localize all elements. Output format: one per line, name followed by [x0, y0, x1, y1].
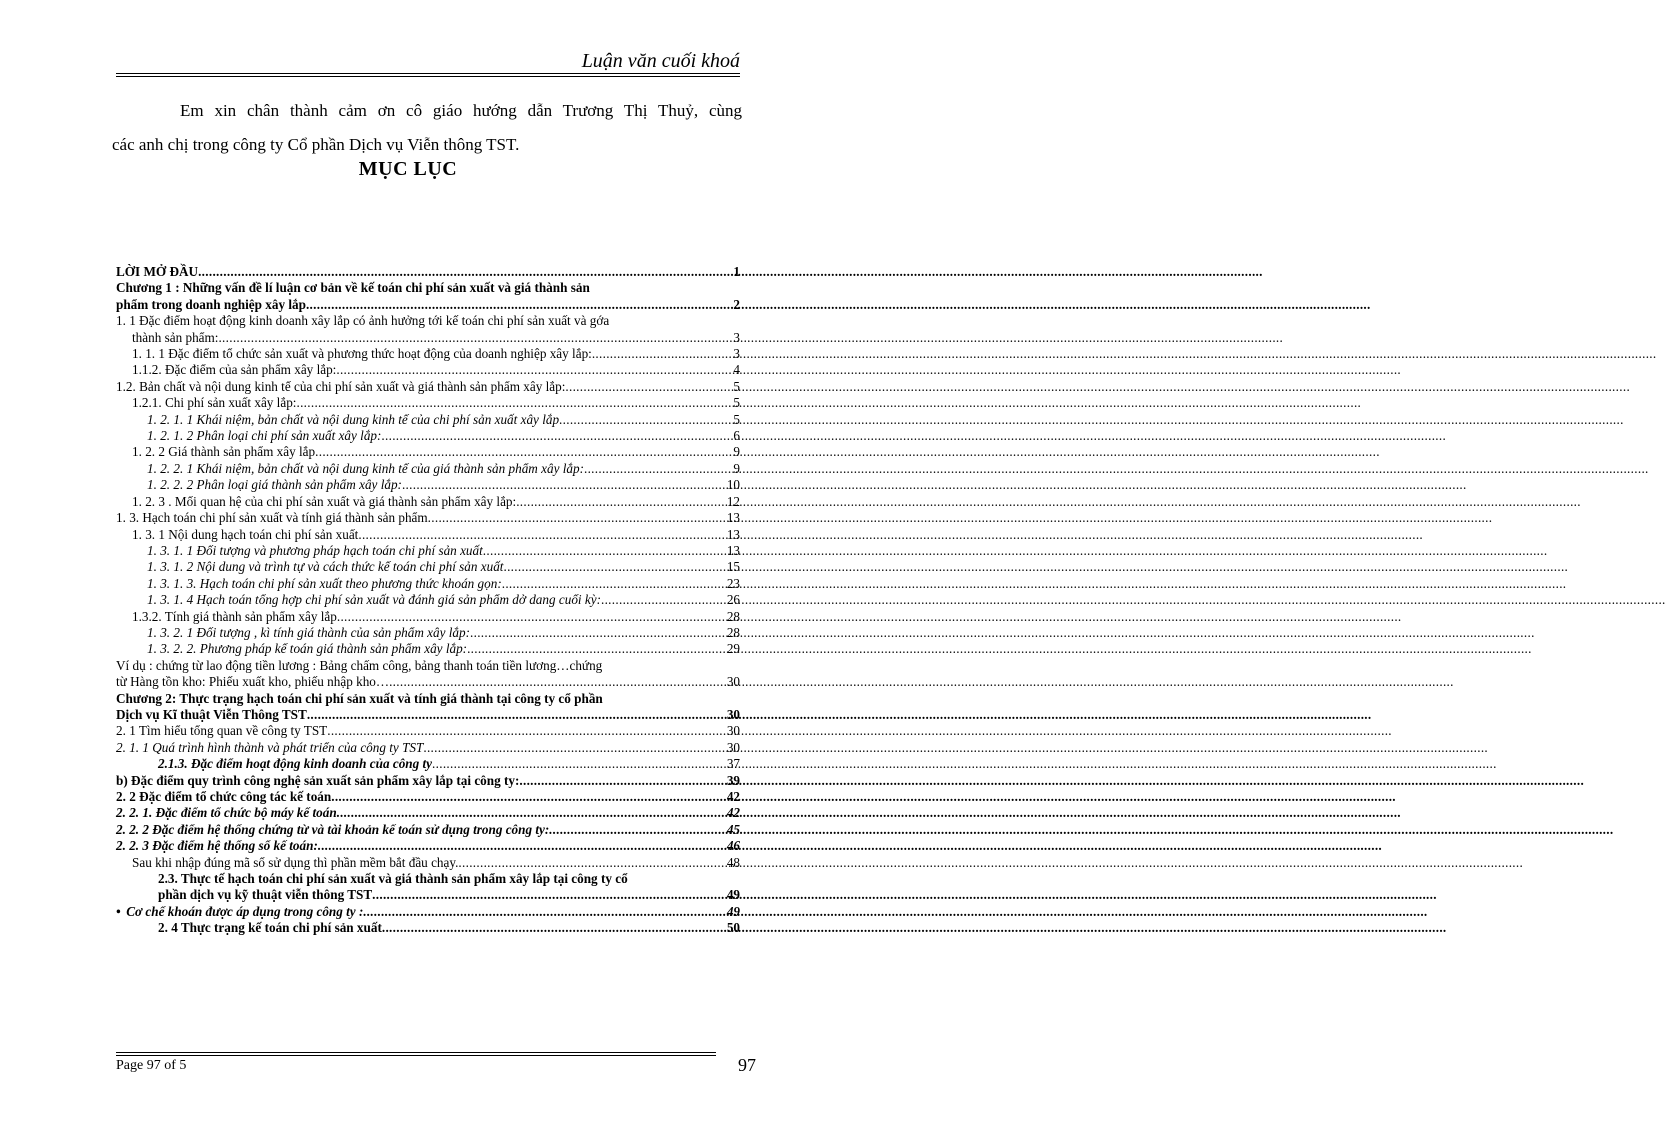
toc-entry-page: 10 [726, 477, 740, 493]
toc-entry-page: 30 [726, 674, 740, 690]
toc-entry-page: 42 [726, 789, 740, 804]
toc-entry-text: 1. 3. 1. 4 Hạch toán tổng hợp chi phí sản xuất và đánh giá sản phẩm dở dang cuối kỳ: [147, 592, 601, 608]
dot-leader [331, 789, 727, 805]
toc-entry-page: 5 [733, 395, 740, 411]
dot-leader [307, 707, 727, 723]
footer-rule-bottom [116, 1055, 716, 1056]
dot-leader [318, 838, 727, 854]
toc-entry-page: 6 [733, 428, 740, 444]
dot-leader [458, 855, 726, 871]
toc-entry-text: thành sản phẩm: [132, 329, 219, 345]
toc-entry[interactable] [116, 773, 740, 789]
dot-leader [358, 527, 726, 543]
dot-leader [584, 461, 733, 477]
toc-entry[interactable] [116, 313, 740, 346]
toc-entry[interactable] [116, 412, 740, 428]
dot-leader [428, 510, 727, 526]
dot-leader [389, 674, 727, 690]
toc-entry-text: phẩm trong doanh nghiệp xây lắp [116, 296, 306, 312]
toc-entry-text: 1. 3. 1. 2 Nội dung và trình tự và cách thức kế toán chi phí sản xuất [147, 559, 504, 575]
header-rule-bottom [116, 76, 740, 77]
toc-entry-text: phần dịch vụ kỹ thuật viễn thông TST [158, 887, 373, 903]
toc-entry-text: 1. 3. 2. 1 Đối tượng , kì tính giá thành của sản phẩm xây lắp: [147, 624, 471, 640]
toc-entry[interactable] [116, 609, 740, 625]
toc-entry-page: 5 [733, 411, 740, 427]
toc-entry[interactable] [116, 641, 740, 657]
toc-entry-page: 30 [726, 739, 740, 755]
toc-entry-page: 45 [726, 821, 740, 837]
toc-entry-text: 1. 2. 2 Giá thành sản phẩm xây lắp [132, 444, 316, 460]
dot-leader [519, 773, 726, 789]
header-title: Luận văn cuối khoá [581, 50, 740, 72]
toc-entry[interactable] [116, 494, 740, 510]
dot-leader [516, 494, 727, 510]
toc-entry-page: 28 [726, 608, 740, 624]
dot-leader [565, 379, 733, 395]
toc-entry[interactable] [116, 822, 740, 838]
toc-entry-text: 1.1.2. Đặc điểm của sản phẩm xây lắp: [132, 362, 337, 378]
toc-entry[interactable] [116, 280, 740, 313]
toc-entry[interactable] [116, 756, 740, 772]
dot-leader [218, 330, 733, 346]
toc-entry-text: 2. 2. 1. Đặc điểm tổ chức bộ máy kế toán [116, 805, 337, 821]
toc-entry-text: b) Đặc điểm quy trình công nghệ sản xuất sản phẩm xây lắp tại công ty: [116, 772, 520, 788]
toc-entry-page: 3 [733, 329, 740, 345]
acknowledgement [112, 94, 742, 162]
dot-leader [559, 412, 733, 428]
document-page [0, 0, 816, 1123]
toc-entry-page: 28 [726, 624, 740, 640]
toc-entry-text: 1. 1. 1 Đặc điểm tổ chức sản xuất và phương thức hoạt động của doanh nghiệp xây lắp: [132, 346, 592, 362]
toc-entry[interactable] [116, 510, 740, 526]
dot-leader [467, 641, 727, 657]
toc-entry-text: 1. 3. Hạch toán chi phí sản xuất và tính giá thành sản phẩm [116, 510, 428, 526]
dot-leader [372, 887, 727, 903]
acknowledgement-line-1: Em xin chân thành cảm ơn cô giáo hướng dẫn Trương Thị Thuỷ, cùng [180, 101, 742, 120]
dot-leader [306, 297, 733, 313]
toc-entry-page: 50 [726, 920, 740, 936]
toc-entry-page: 13 [726, 542, 740, 558]
toc-entry-page: 30 [726, 723, 740, 739]
toc-entry[interactable] [116, 527, 740, 543]
dot-leader [483, 543, 727, 559]
toc-entry-page: 5 [733, 378, 740, 394]
dot-leader [315, 444, 733, 460]
dot-leader [423, 740, 726, 756]
footer-rule-top [116, 1052, 716, 1053]
toc-entry-text-line1: Chương 1 : Những vấn đề lí luận cơ bản về kế toán chi phí sản xuất và giá thành sản [116, 280, 590, 296]
dot-leader [502, 576, 727, 592]
toc-entry-page: 13 [726, 526, 740, 542]
toc-entry[interactable] [116, 362, 740, 378]
dot-leader [327, 723, 727, 739]
toc-entry[interactable] [116, 395, 740, 411]
toc-entry[interactable] [116, 658, 740, 691]
toc-entry-page: 37 [726, 756, 740, 772]
toc-entry-text: 2. 1 Tìm hiểu tổng quan về công ty TST [116, 723, 328, 739]
toc-entry-text: 1. 2. 1. 1 Khái niệm, bản chất và nội dung kinh tế của chi phí sản xuất xây lắp [147, 411, 560, 427]
toc-entry[interactable] [116, 543, 740, 559]
toc-entry[interactable] [116, 461, 740, 477]
dot-leader [503, 559, 726, 575]
toc-entry-text: 1.2. Bản chất và nội dung kinh tế của chi phí sản xuất và giá thành sản phẩm xây lắp: [116, 378, 566, 394]
dot-leader [470, 625, 727, 641]
acknowledgement-line-2: các anh chị trong công ty Cổ phần Dịch vụ Viễn thông TST. [112, 135, 520, 154]
toc-entry-page: 4 [733, 362, 740, 378]
toc-entry-page: 29 [726, 641, 740, 657]
toc-entry-page: 46 [726, 838, 740, 854]
dot-leader [601, 592, 727, 608]
toc-entry[interactable] [116, 346, 740, 362]
toc-entry[interactable] [116, 871, 740, 904]
toc-entry-text: 1. 3. 1. 1 Đối tượng và phương pháp hạch toán chi phí sản xuất [147, 542, 483, 558]
toc-entry-text: 2. 1. 1 Quá trình hình thành và phát triển của công ty TST [116, 739, 424, 755]
toc-entry-text: 1. 3. 1. 3. Hạch toán chi phí sản xuất theo phương thức khoán gọn: [147, 575, 502, 591]
toc-entry-text: Cơ chế khoán được áp dụng trong công ty : [126, 903, 364, 919]
toc-entry-page: 49 [726, 903, 740, 919]
toc-entry-page: 13 [726, 510, 740, 526]
toc-entry[interactable] [116, 789, 740, 805]
toc-entry-text: 2. 2. 3 Đặc điểm hệ thống sổ kế toán: [116, 838, 318, 854]
toc-entry[interactable] [116, 723, 740, 739]
toc-entry[interactable] [116, 691, 740, 724]
dot-leader [337, 609, 727, 625]
toc-entry-page: 3 [733, 346, 740, 362]
toc-entry[interactable] [116, 904, 740, 920]
toc-entry[interactable] [116, 477, 740, 493]
toc-entry-text: Sau khi nhập đúng mã số sử dụng thì phần mềm bắt đầu chạy. [132, 854, 459, 870]
toc-entry-page: 48 [726, 854, 740, 870]
toc-entry-text: 2. 2 Đặc điểm tổ chức công tác kế toán [116, 789, 332, 804]
toc-entry-text: 1. 2. 3 . Mối quan hệ của chi phí sản xuất và giá thành sản phẩm xây lắp: [132, 493, 517, 509]
dot-leader [337, 805, 727, 821]
toc-entry-text-line1: 2.3. Thực tế hạch toán chi phí sản xuất và giá thành sản phẩm xây lắp tại công ty cổ [158, 871, 628, 887]
header-rule-top [116, 73, 740, 74]
toc-entry[interactable] [116, 428, 740, 444]
toc-entry-text: 2.1.3. Đặc điểm hoạt động kinh doanh của công ty [158, 756, 433, 772]
toc-entry[interactable] [116, 838, 740, 854]
toc-entry-page: 26 [726, 592, 740, 608]
toc-entry-page: 9 [733, 444, 740, 460]
footer-page-label: Page 97 of 5 [116, 1058, 187, 1073]
toc-entry[interactable] [116, 740, 740, 756]
bullet-icon: • [116, 903, 121, 919]
toc-entry-page: 15 [726, 559, 740, 575]
toc-entry-page: 12 [726, 493, 740, 509]
dot-leader [198, 264, 733, 280]
toc-entry-text: 1.2.1. Chi phí sản xuất xây lắp: [132, 395, 297, 411]
toc-entry-page: 39 [726, 772, 740, 788]
toc-entry[interactable] [116, 444, 740, 460]
toc-entry-text: LỜI MỞ ĐẦU [116, 264, 199, 279]
toc-entry[interactable] [116, 379, 740, 395]
toc-entry-text-line1: 1. 1 Đặc điểm hoạt động kinh doanh xây lắp có ảnh hưởng tới kế toán chi phí sản xuất và gớa [116, 313, 610, 329]
toc-entry-page: 42 [726, 805, 740, 821]
toc-entry-text-line1: Chương 2: Thực trạng hạch toán chi phí sản xuất và tính giá thành tại công ty cổ phần [116, 690, 603, 706]
toc-entry[interactable] [116, 855, 740, 871]
dot-leader [402, 477, 727, 493]
toc-entry-text: Dịch vụ Kĩ thuật Viễn Thông TST [116, 706, 307, 722]
dot-leader [363, 904, 726, 920]
toc-entry-text: 1. 2. 2. 2 Phân loại giá thành sản phẩm xây lắp: [147, 477, 402, 493]
toc-entry-text: 1. 2. 2. 1 Khái niệm, bản chất và nội dung kinh tế của giá thành sản phẩm xây lắp: [147, 460, 584, 476]
toc-entry-text: 1. 3. 2. 2. Phương pháp kế toán giá thành sản phẩm xây lắp: [147, 641, 468, 657]
toc-heading: MỤC LỤC [358, 158, 458, 180]
toc-entry-text: 1. 3. 1 Nội dung hạch toán chi phí sản xuất [132, 526, 359, 542]
dot-leader [381, 428, 733, 444]
toc-entry-page: 2 [733, 296, 740, 312]
toc-entry[interactable] [116, 920, 740, 936]
dot-leader [382, 920, 727, 936]
dot-leader [296, 395, 733, 411]
dot-leader [432, 756, 727, 772]
toc-entry-text: 2. 4 Thực trạng kế toán chi phí sản xuất [158, 920, 382, 936]
dot-leader [592, 346, 734, 362]
toc-entry[interactable] [116, 559, 740, 575]
toc-entry[interactable] [116, 805, 740, 821]
toc-entry-text: từ Hàng tồn kho: Phiếu xuất kho, phiếu nhập kho… [116, 674, 390, 690]
toc-entry[interactable] [116, 576, 740, 592]
toc-entry-page: 23 [726, 575, 740, 591]
toc-entry[interactable] [116, 625, 740, 641]
toc-entry[interactable] [116, 264, 740, 280]
toc-entry-text: 2. 2. 2 Đặc điểm hệ thống chứng từ và tài khoản kế toán sử dụng trong công ty: [116, 821, 550, 837]
toc-entry-page: 49 [726, 887, 740, 903]
toc-entry-page: 30 [726, 706, 740, 722]
toc-entry-page: 1 [733, 264, 740, 279]
dot-leader [336, 362, 733, 378]
toc-entry-text: 1.3.2. Tính giá thành sản phẩm xây lắp [132, 608, 337, 624]
table-of-contents [116, 264, 740, 937]
toc-entry-page: 9 [733, 460, 740, 476]
toc-entry-text: 1. 2. 1. 2 Phân loại chi phí sản xuất xây lắp: [147, 428, 382, 444]
dot-leader [549, 822, 727, 838]
toc-entry[interactable] [116, 592, 740, 608]
footer-page-number: 97 [738, 1055, 756, 1075]
toc-entry-text-line1: Ví dụ : chứng từ lao động tiền lương : Bảng chấm công, bảng thanh toán tiền lương…chứng [116, 657, 603, 673]
